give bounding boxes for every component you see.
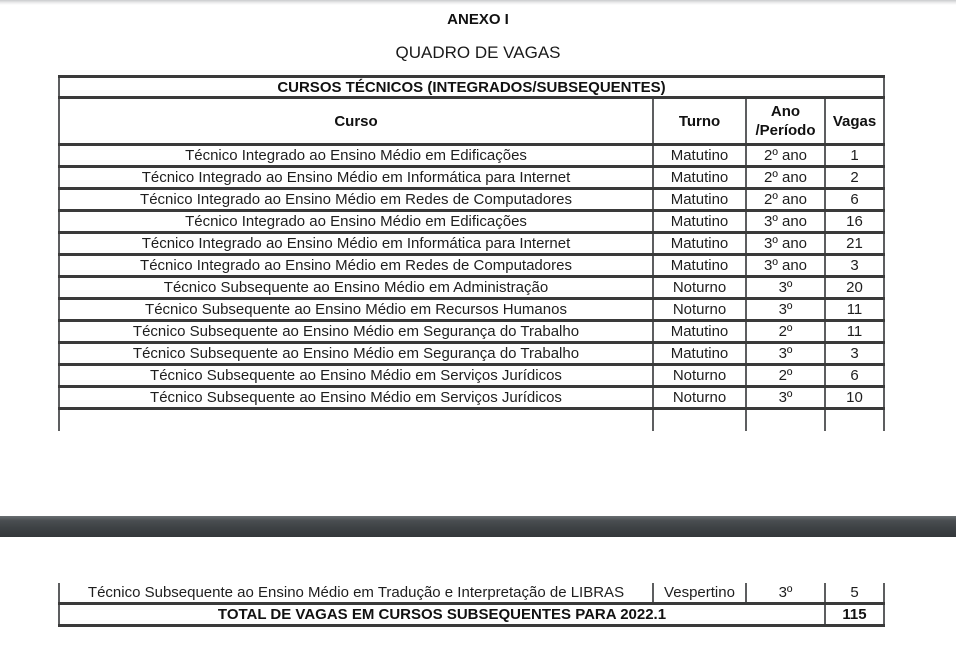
section-header-row — [59, 77, 884, 98]
page-title: ANEXO I — [447, 11, 509, 28]
turno-cell: Noturno — [653, 365, 746, 387]
table-row — [59, 321, 884, 343]
ano-cell: 2º ano — [746, 189, 825, 211]
ano-cell: 3º — [746, 387, 825, 409]
table-row — [59, 365, 884, 387]
curso-cell: Técnico Integrado ao Ensino Médio em Redes de Computadores — [59, 255, 653, 277]
turno-cell: Vespertino — [653, 583, 746, 603]
curso-cell: Técnico Integrado ao Ensino Médio em Edificações — [59, 211, 653, 233]
vagas-cell: 11 — [825, 321, 884, 343]
vagas-cell: 5 — [825, 583, 884, 603]
total-row — [59, 603, 884, 625]
table-row — [59, 583, 884, 603]
ano-cell: 2º ano — [746, 145, 825, 167]
table-row — [59, 189, 884, 211]
vagas-cell: 10 — [825, 387, 884, 409]
curso-cell: Técnico Integrado ao Ensino Médio em Informática para Internet — [59, 233, 653, 255]
ano-cell: 3º — [746, 343, 825, 365]
curso-cell: Técnico Subsequente ao Ensino Médio em Serviços Jurídicos — [59, 365, 653, 387]
col-header-ano-line1: Ano — [770, 103, 801, 120]
total-label: TOTAL DE VAGAS EM CURSOS SUBSEQUENTES PARA 2022.1 — [59, 603, 825, 625]
ano-cell: 3º ano — [746, 211, 825, 233]
empty-cell — [746, 409, 825, 431]
vagas-cell: 16 — [825, 211, 884, 233]
section-header: CURSOS TÉCNICOS (INTEGRADOS/SUBSEQUENTES) — [59, 77, 884, 98]
vagas-cell: 3 — [825, 255, 884, 277]
table-row — [59, 299, 884, 321]
turno-cell: Matutino — [653, 145, 746, 167]
curso-cell: Técnico Subsequente ao Ensino Médio em Administração — [59, 277, 653, 299]
page-subtitle: QUADRO DE VAGAS — [395, 43, 561, 62]
vagas-cell: 3 — [825, 343, 884, 365]
table-row — [59, 343, 884, 365]
table-row — [59, 255, 884, 277]
vagas-table-continuation — [58, 583, 885, 627]
turno-cell: Matutino — [653, 167, 746, 189]
curso-cell: Técnico Subsequente ao Ensino Médio em Segurança do Trabalho — [59, 343, 653, 365]
ano-cell: 2º ano — [746, 167, 825, 189]
curso-cell: Técnico Integrado ao Ensino Médio em Informática para Internet — [59, 167, 653, 189]
table-row — [59, 387, 884, 409]
empty-cell — [59, 409, 653, 431]
col-header-curso: Curso — [59, 98, 653, 145]
turno-cell: Matutino — [653, 189, 746, 211]
table-row — [59, 167, 884, 189]
column-header-row — [59, 98, 884, 145]
curso-cell: Técnico Subsequente ao Ensino Médio em Tradução e Interpretação de LIBRAS — [59, 583, 653, 603]
table-row — [59, 233, 884, 255]
curso-cell: Técnico Integrado ao Ensino Médio em Edificações — [59, 145, 653, 167]
vagas-cell: 11 — [825, 299, 884, 321]
col-header-turno: Turno — [653, 98, 746, 145]
curso-cell: Técnico Subsequente ao Ensino Médio em Serviços Jurídicos — [59, 387, 653, 409]
turno-cell: Noturno — [653, 387, 746, 409]
page-break-bar — [0, 516, 956, 537]
vagas-cell: 21 — [825, 233, 884, 255]
empty-cell — [825, 409, 884, 431]
col-header-ano-line2: /Período — [755, 122, 816, 139]
ano-cell: 3º — [746, 299, 825, 321]
ano-cell: 3º — [746, 583, 825, 603]
turno-cell: Matutino — [653, 321, 746, 343]
curso-cell: Técnico Subsequente ao Ensino Médio em Segurança do Trabalho — [59, 321, 653, 343]
empty-cell — [653, 409, 746, 431]
vagas-table — [58, 75, 885, 431]
total-value: 115 — [825, 603, 884, 625]
table-row — [59, 145, 884, 167]
turno-cell: Matutino — [653, 211, 746, 233]
empty-partial-row — [59, 409, 884, 431]
vagas-cell: 20 — [825, 277, 884, 299]
curso-cell: Técnico Integrado ao Ensino Médio em Redes de Computadores — [59, 189, 653, 211]
turno-cell: Noturno — [653, 277, 746, 299]
ano-cell: 3º — [746, 277, 825, 299]
ano-cell: 3º ano — [746, 233, 825, 255]
vagas-cell: 6 — [825, 189, 884, 211]
vagas-cell: 6 — [825, 365, 884, 387]
turno-cell: Matutino — [653, 233, 746, 255]
turno-cell: Matutino — [653, 255, 746, 277]
table-row — [59, 211, 884, 233]
vagas-cell: 2 — [825, 167, 884, 189]
ano-cell: 2º — [746, 321, 825, 343]
turno-cell: Noturno — [653, 299, 746, 321]
col-header-ano — [746, 98, 825, 145]
turno-cell: Matutino — [653, 343, 746, 365]
table-row — [59, 277, 884, 299]
vagas-cell: 1 — [825, 145, 884, 167]
curso-cell: Técnico Subsequente ao Ensino Médio em Recursos Humanos — [59, 299, 653, 321]
col-header-vagas: Vagas — [825, 98, 884, 145]
page-top-edge — [0, 0, 956, 5]
ano-cell: 2º — [746, 365, 825, 387]
ano-cell: 3º ano — [746, 255, 825, 277]
